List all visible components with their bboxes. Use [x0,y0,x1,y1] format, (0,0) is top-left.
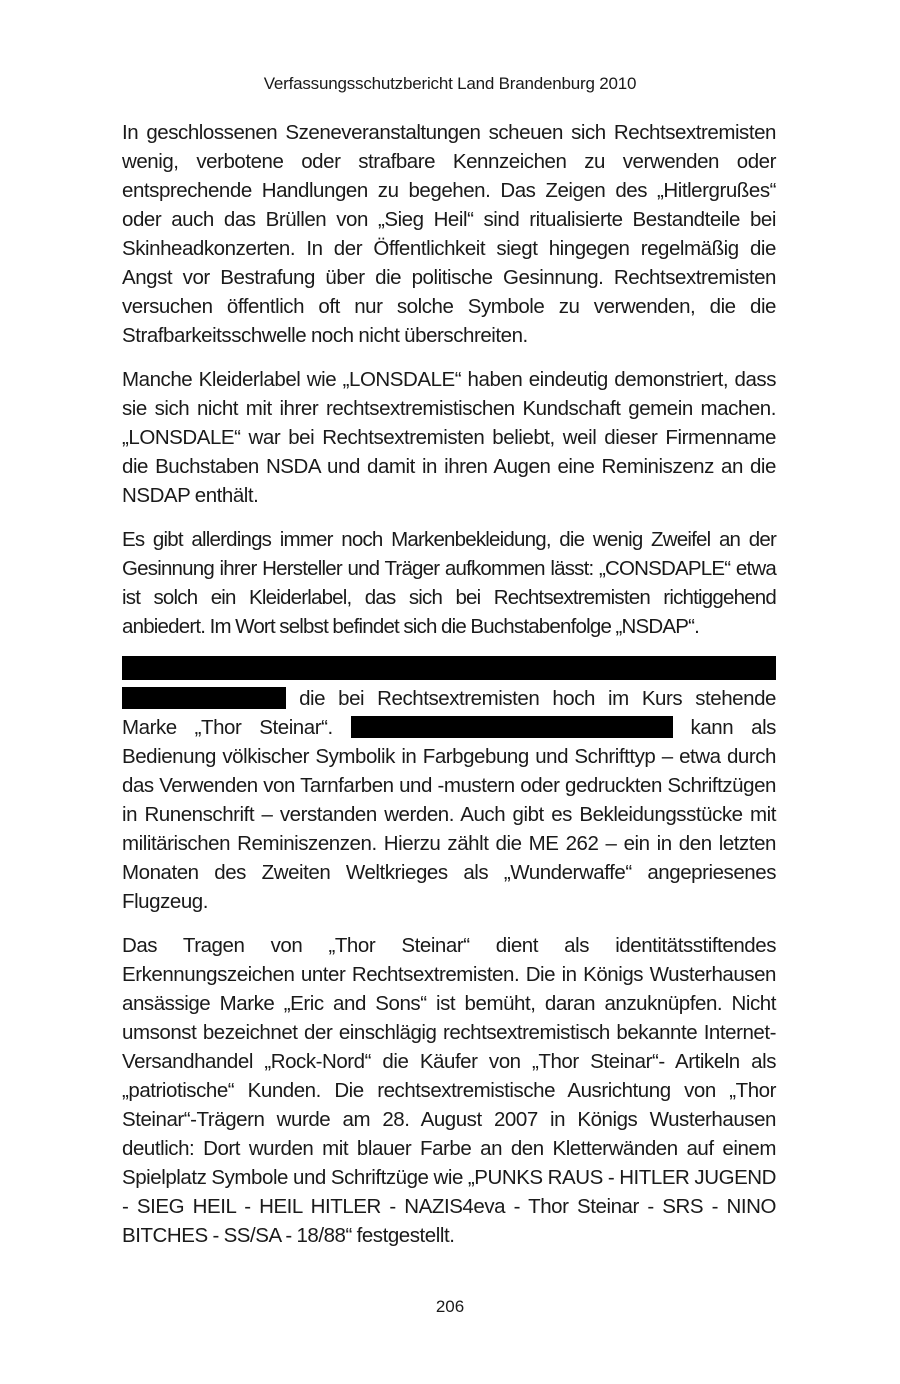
body-text [122,118,776,1265]
running-header: Verfassungsschutzbericht Land Brandenburg 2010 [263,74,637,93]
redaction-bar [122,687,286,709]
page-number: 206 [435,1297,465,1316]
paragraph-2: Manche Kleiderlabel wie „LONSDALE“ haben eindeutig demonstriert, dass sie sich nicht mit ihrer rechtsextremistischen Kundschaft gemein machen. „LONSDALE“ war bei Rechtsextremisten beliebt, weil dieser Firmenname die Buchstaben NSDA und damit in ihren Augen eine Reminiszenz an die NSDAP enthält. [122,368,776,507]
redaction-bar [351,716,673,738]
paragraph-4 [122,656,776,916]
redaction-bar [122,656,776,680]
paragraph-1: In geschlossenen Szeneveranstaltungen scheuen sich Rechtsextremisten wenig, verbotene oder strafbare Kennzeichen zu verwenden oder entsprechende Handlungen zu begehen. Das Zeigen des „Hitlergrußes“ oder auch das Brüllen von „Sieg Heil“ sind ritualisierte Bestandteile bei Skinheadkonzerten. In der Öffentlichkeit siegt hingegen regelmäßig die Angst vor Bestrafung über die politische Gesinnung. Rechtsextremisten versuchen öffentlich oft nur solche Symbole zu verwenden, die die Strafbarkeitsschwelle noch nicht überschreiten. [122,121,776,347]
paragraph-3: Es gibt allerdings immer noch Markenbekleidung, die wenig Zweifel an der Gesinnung ihrer Hersteller und Träger aufkommen lässt: „CONSDAPLE“ etwa ist solch ein Kleiderlabel, das sich bei Rechtsextremisten richtiggehend anbiedert. Im Wort selbst befindet sich die Buchstabenfolge „NSDAP“. [122,528,776,638]
paragraph-4-text-b: kann als Bedienung völkischer Symbolik in Farbgebung und Schrifttyp – etwa durch das Verwenden von Tarnfarben und -mustern oder gedruckten Schriftzügen in Runenschrift – verstanden werden. Auch gibt es Bekleidungsstücke mit militärischen Reminiszenzen. Hierzu zählt die ME 262 – ein in den letzten Monaten des Zweiten Weltkrieges als „Wunderwaffe“ angepriesenes Flugzeug. [122,716,776,913]
paragraph-5: Das Tragen von „Thor Steinar“ dient als identitätsstiftendes Erkennungszeichen unter Rechtsextremisten. Die in Königs Wusterhausen ansässige Marke „Eric and Sons“ ist bemüht, daran anzuknüpfen. Nicht umsonst bezeichnet der einschlägig rechtsextremistisch bekannte Internet-Versandhandel „Rock-Nord“ die Käufer von „Thor Steinar“- Artikeln als „patriotische“ Kunden. Die rechtsextremistische Ausrichtung von „Thor Steinar“-Trägern wurde am 28. August 2007 in Königs Wusterhausen deutlich: Dort wurden mit blauer Farbe an den Kletterwänden auf einem Spielplatz Symbole und Schriftzüge wie „PUNKS RAUS - HITLER JUGEND - SIEG HEIL - HEIL HITLER - NAZIS4eva - Thor Steinar - SRS - NINO BITCHES - SS/SA - 18/88“ festgestellt. [122,934,776,1247]
paragraph-4-text-a: die bei Rechtsextremisten hoch im Kurs stehende Marke „Thor Steinar“. [122,687,776,739]
